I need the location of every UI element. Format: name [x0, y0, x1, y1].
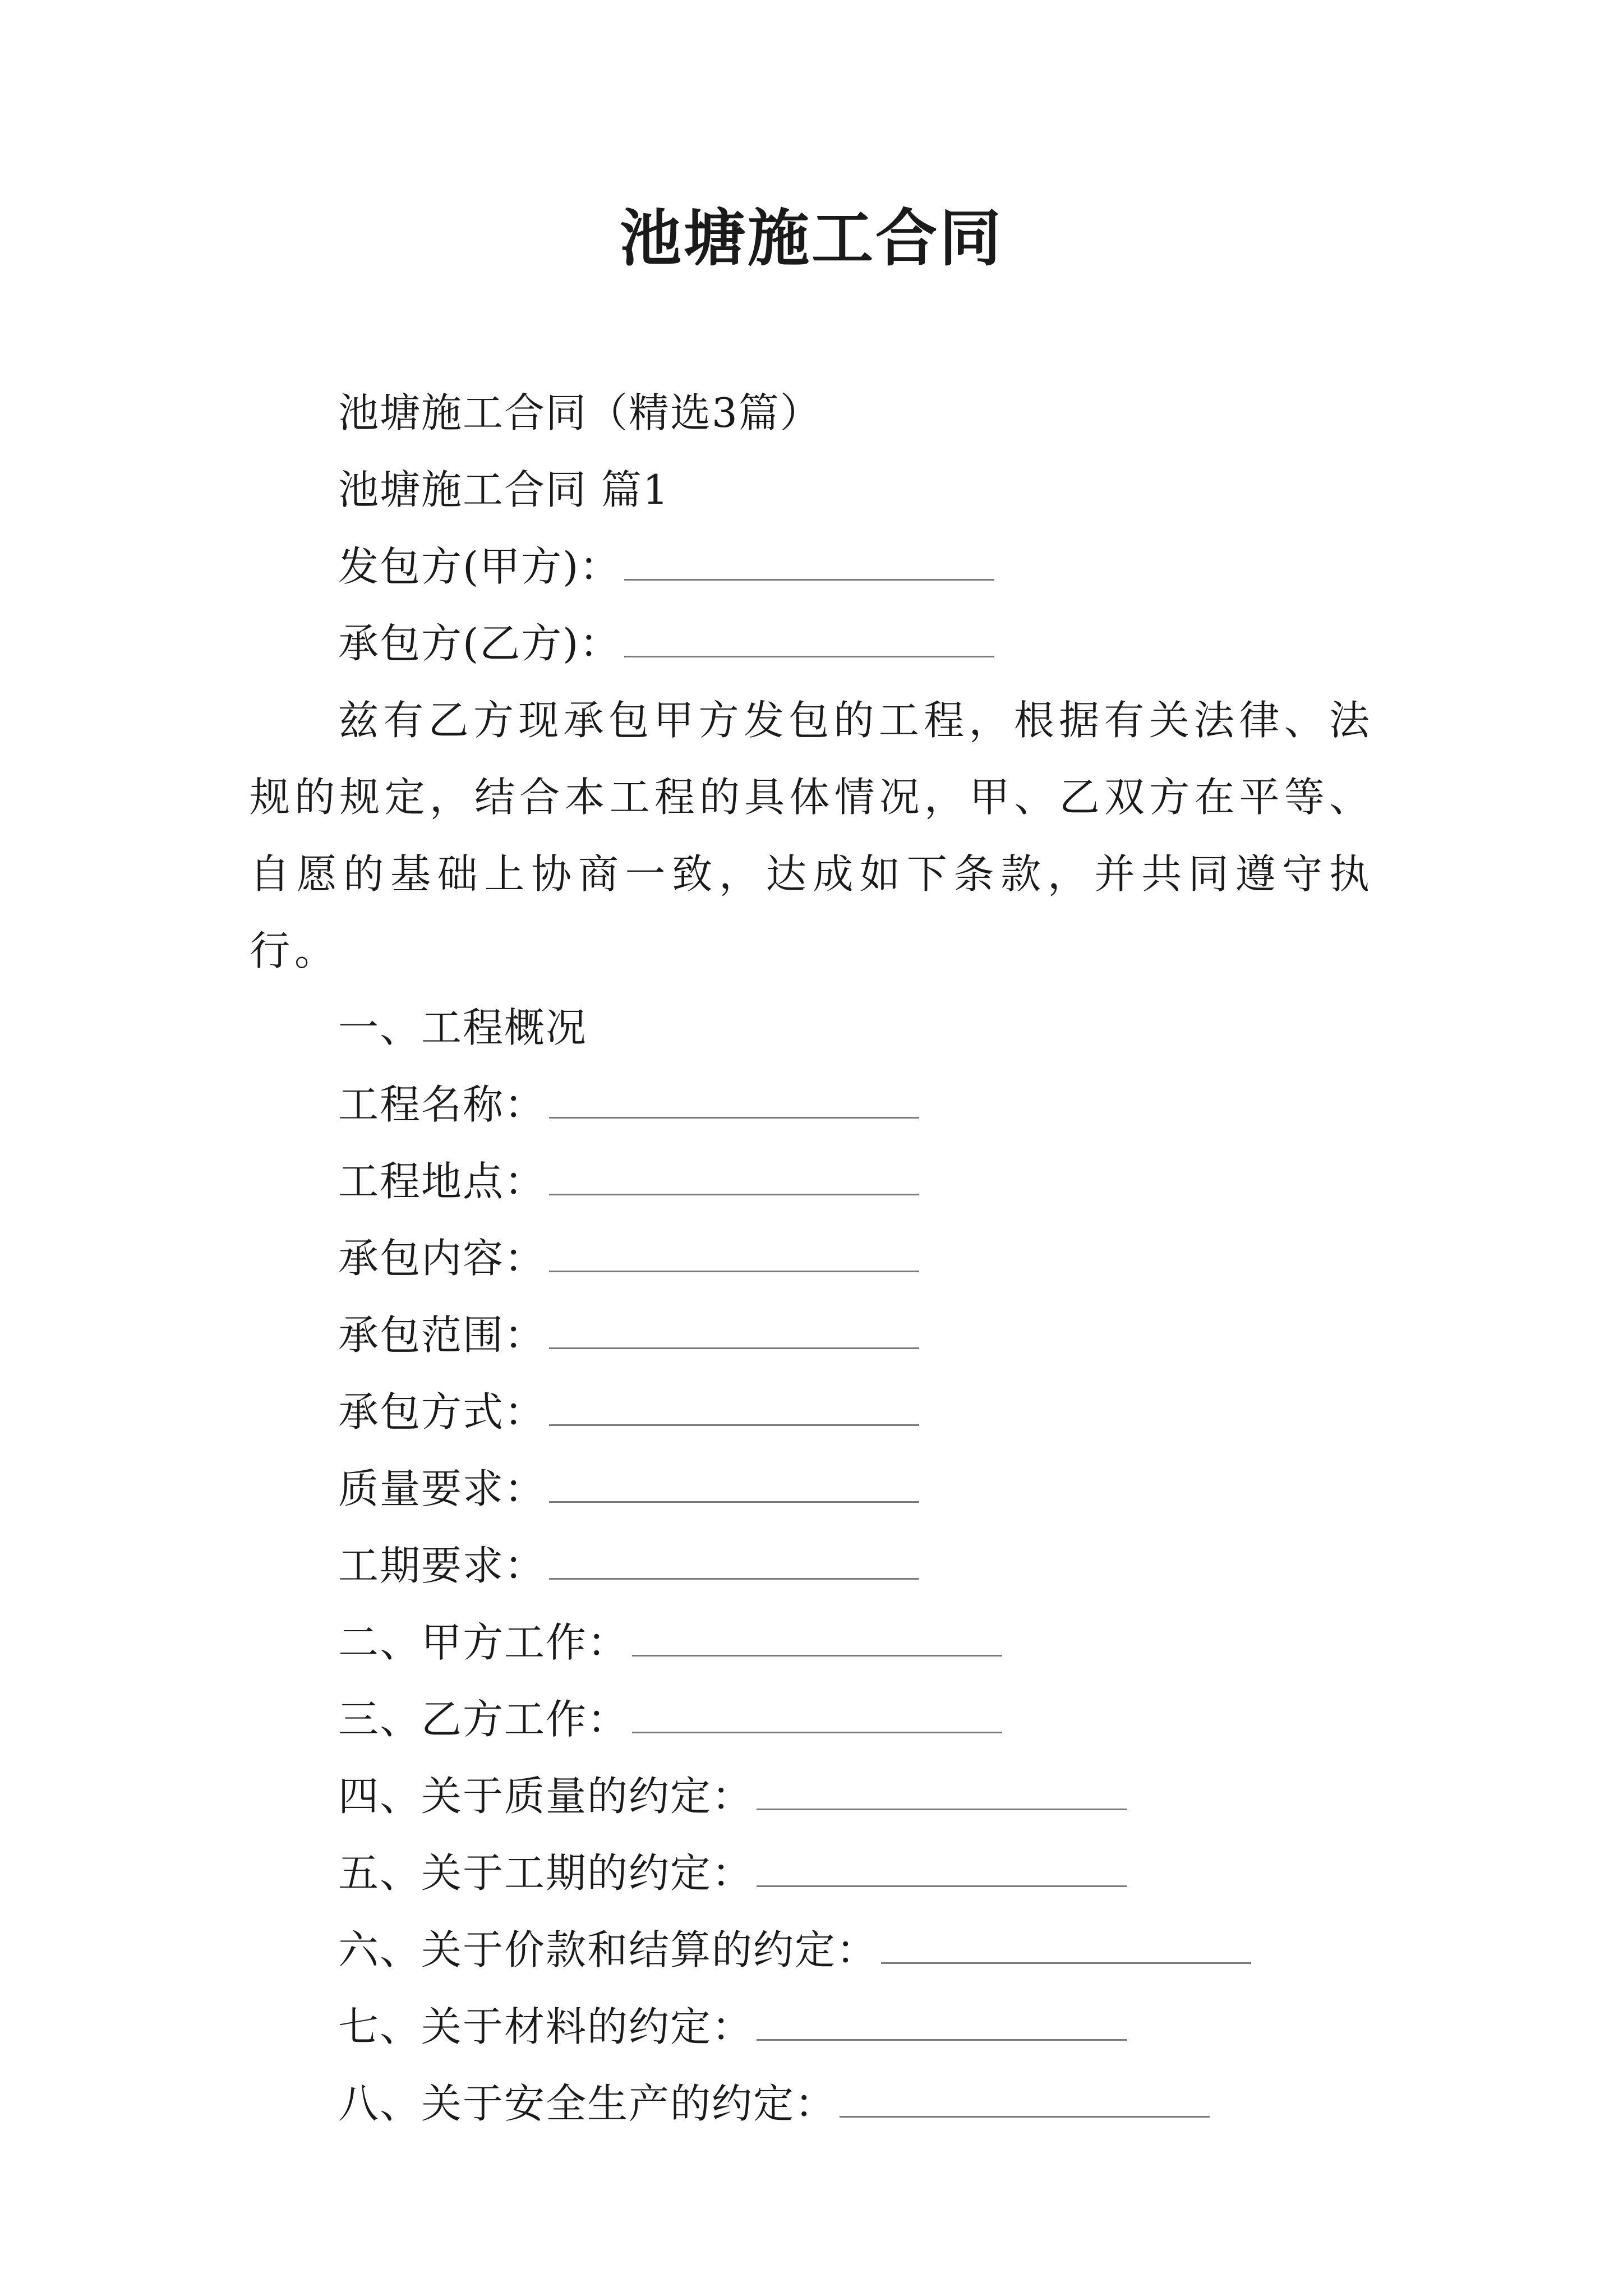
party-b-blank [624, 611, 994, 657]
clause-blank [632, 1610, 1002, 1657]
document-subtitle: 池塘施工合同（精选3篇） [338, 389, 822, 436]
field-label: 工期要求： [338, 1542, 546, 1589]
clause-label: 六、关于价款和结算的约定： [338, 1926, 878, 1973]
clause-label: 八、关于安全生产的约定： [338, 2080, 837, 2127]
party-b-label: 承包方(乙方)： [338, 620, 621, 667]
field-label: 承包内容： [338, 1235, 546, 1282]
section-heading: 池塘施工合同 篇1 [338, 466, 670, 513]
field-line [250, 1297, 1374, 1374]
document-title: 池塘施工合同 [620, 202, 1003, 274]
clause-blank [757, 1841, 1127, 1887]
field-line [250, 1451, 1374, 1527]
field-line [250, 1220, 1374, 1297]
party-a-blank [624, 534, 994, 581]
clause-blank [881, 1917, 1251, 1964]
field-blank [549, 1226, 919, 1272]
field-blank [549, 1072, 919, 1119]
field-blank [549, 1379, 919, 1426]
party-a-label: 发包方(甲方)： [338, 543, 621, 590]
clause-line [250, 1604, 1374, 1681]
field-label: 质量要求： [338, 1465, 546, 1512]
field-line [250, 1374, 1374, 1451]
field-label: 工程地点： [338, 1158, 546, 1205]
field-label: 承包方式： [338, 1388, 546, 1435]
field-blank [549, 1533, 919, 1580]
clause-project-overview: 一、工程概况 [338, 1004, 588, 1051]
clause-line [250, 1681, 1374, 1758]
clause-blank [757, 1994, 1127, 2041]
clause-blank [840, 2071, 1210, 2118]
clause-label: 五、关于工期的约定： [338, 1849, 754, 1897]
party-a-line [250, 528, 1374, 605]
clause-blank [757, 1764, 1127, 1810]
preamble-paragraph: 兹有乙方现承包甲方发包的工程，根据有关法律、法规的规定，结合本工程的具体情况，甲、乙双方在平等、自愿的基础上协商一致，达成如下条款，并共同遵守执行。 [250, 697, 1374, 974]
field-label: 工程名称： [338, 1081, 546, 1128]
clause-line [250, 2065, 1374, 2142]
clause-line [250, 1758, 1374, 1835]
clause-label: 二、甲方工作： [338, 1619, 629, 1666]
clause-line [250, 1835, 1374, 1912]
field-blank [549, 1149, 919, 1195]
field-label: 承包范围： [338, 1312, 546, 1359]
clause-blank [632, 1687, 1002, 1733]
party-b-line [250, 605, 1374, 682]
clause-label: 七、关于材料的约定： [338, 2003, 754, 2050]
clause-line [250, 1989, 1374, 2065]
field-line [250, 1143, 1374, 1220]
document-body [250, 375, 1374, 2142]
clause-label: 三、乙方工作： [338, 1696, 629, 1743]
field-blank [549, 1303, 919, 1349]
clause-label: 四、关于质量的约定： [338, 1773, 754, 1820]
clause-line [250, 1912, 1374, 1989]
field-blank [549, 1456, 919, 1503]
field-line [250, 1527, 1374, 1604]
field-line [250, 1066, 1374, 1143]
